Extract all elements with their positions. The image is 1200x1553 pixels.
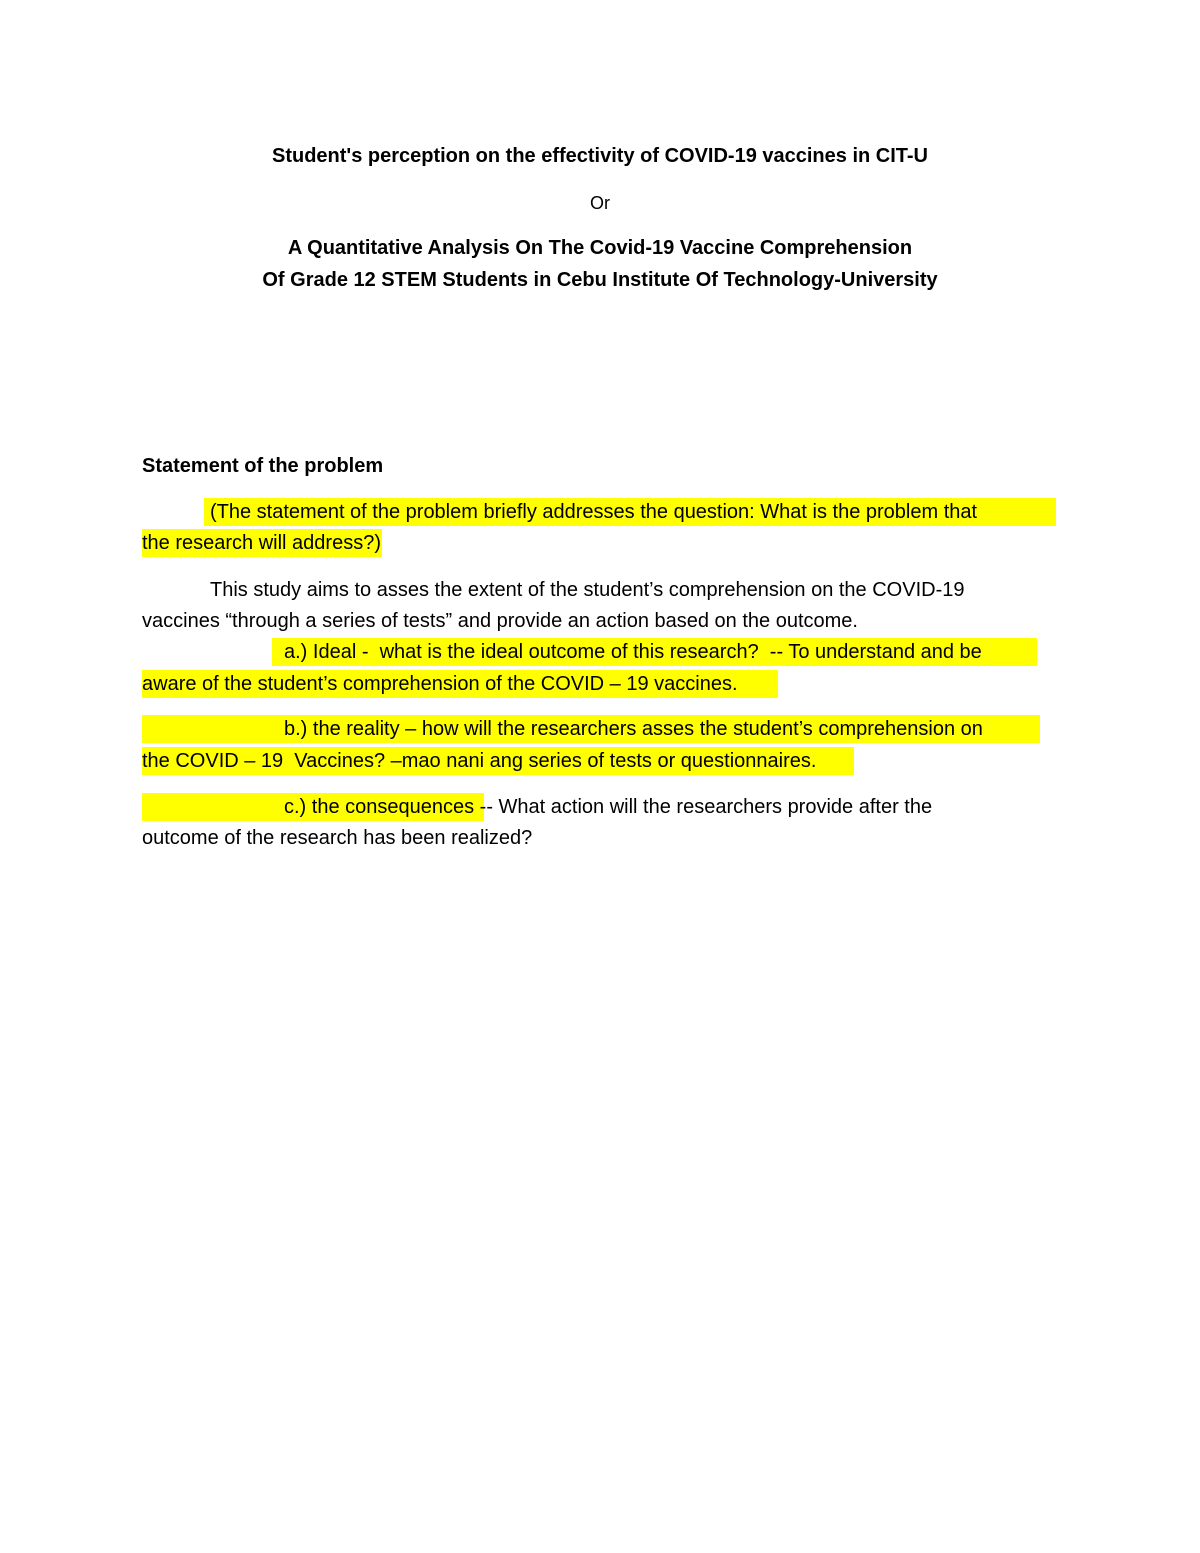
title-line-3: Of Grade 12 STEM Students in Cebu Institute Of Technology-University xyxy=(262,269,938,291)
instruction-line-1: (The statement of the problem briefly addresses the question: What is the problem that xyxy=(210,501,978,523)
section-heading: Statement of the problem xyxy=(142,455,384,477)
item-a-line-2: aware of the student’s comprehension of the COVID – 19 vaccines. xyxy=(142,673,738,695)
title-or: Or xyxy=(590,193,610,213)
item-c-label: c.) the consequences xyxy=(284,796,475,818)
item-b-line-2: the COVID – 19 Vaccines? –mao nani ang series of tests or questionnaires. xyxy=(142,750,817,772)
item-c-line-1 xyxy=(284,794,932,820)
title-line-1: Student's perception on the effectivity of COVID-19 vaccines in CIT-U xyxy=(272,145,928,167)
item-c-line-2: outcome of the research has been realized? xyxy=(142,827,533,849)
aim-line-1: This study aims to asses the extent of the student’s comprehension on the COVID-19 xyxy=(210,579,965,601)
title-line-2: A Quantitative Analysis On The Covid-19 Vaccine Comprehension xyxy=(287,237,913,259)
item-c-rest: -- What action will the researchers provide after the xyxy=(474,796,933,818)
aim-line-2: vaccines “through a series of tests” and provide an action based on the outcome. xyxy=(142,610,858,632)
item-a-line-1: a.) Ideal - what is the ideal outcome of this research? -- To understand and be xyxy=(284,641,982,663)
instruction-line-2: the research will address?) xyxy=(142,532,381,554)
item-b-line-1: b.) the reality – how will the researchers asses the student’s comprehension on xyxy=(284,718,983,740)
